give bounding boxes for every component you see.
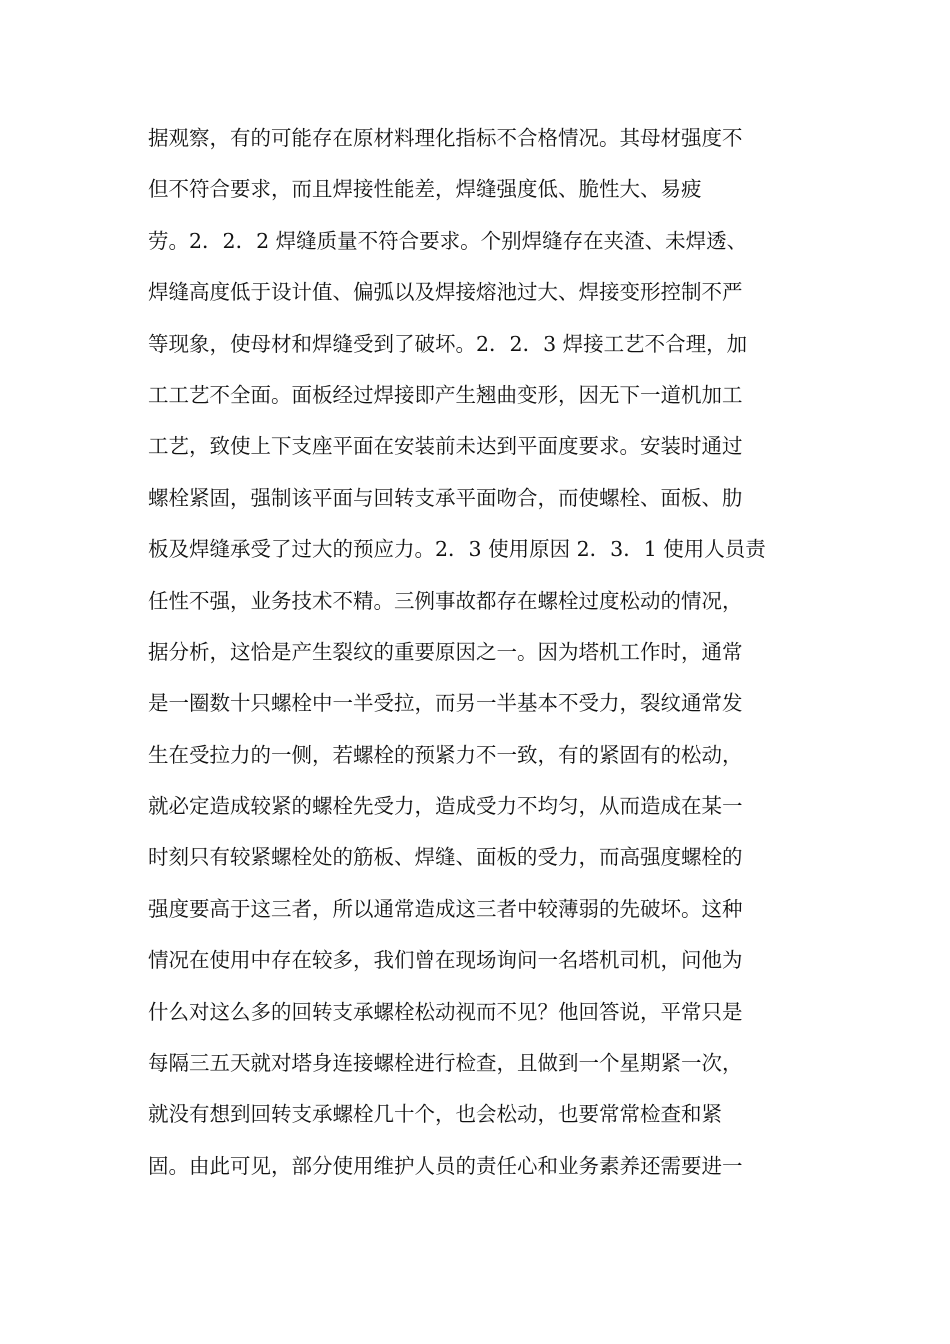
text-line-13: 生在受拉力的一侧，若螺栓的预紧力不一致，有的紧固有的松动， <box>148 742 743 767</box>
text-line-20: 就没有想到回转支承螺栓几十个，也会松动，也要常常检查和紧 <box>148 1102 722 1127</box>
text-line-11: 据分析，这恰是产生裂纹的重要原因之一。因为塔机工作时，通常 <box>148 639 743 664</box>
text-line-9: 板及焊缝承受了过大的预应力。2．3 使用原因 2．3．1 使用人员责 <box>148 537 766 562</box>
text-line-4: 焊缝高度低于设计值、偏弧以及焊接熔池过大、焊接变形控制不严 <box>148 280 743 305</box>
body-text <box>148 116 808 1195</box>
text-line-6: 工工艺不全面。面板经过焊接即产生翘曲变形，因无下一道机加工 <box>148 382 743 407</box>
text-line-12: 是一圈数十只螺栓中一半受拉，而另一半基本不受力，裂纹通常发 <box>148 691 743 716</box>
text-line-5: 等现象，使母材和焊缝受到了破坏。2．2．3 焊接工艺不合理，加 <box>148 331 748 356</box>
text-line-15: 时刻只有较紧螺栓处的筋板、焊缝、面板的受力，而高强度螺栓的 <box>148 845 743 870</box>
text-line-2: 但不符合要求，而且焊接性能差，焊缝强度低、脆性大、易疲 <box>148 177 702 202</box>
text-line-1: 据观察，有的可能存在原材料理化指标不合格情况。其母材强度不 <box>148 126 743 150</box>
text-line-3: 劳。2．2．2 焊缝质量不符合要求。个别焊缝存在夹渣、未焊透、 <box>148 228 748 253</box>
text-line-10: 任性不强，业务技术不精。三例事故都存在螺栓过度松动的情况， <box>148 588 743 613</box>
text-line-16: 强度要高于这三者，所以通常造成这三者中较薄弱的先破坏。这种 <box>148 896 743 921</box>
text-line-17: 情况在使用中存在较多，我们曾在现场询问一名塔机司机，问他为 <box>148 948 743 973</box>
text-line-8: 螺栓紧固，强制该平面与回转支承平面吻合，而使螺栓、面板、肋 <box>148 485 743 510</box>
text-line-19: 每隔三五天就对塔身连接螺栓进行检查，且做到一个星期紧一次， <box>148 1051 743 1076</box>
text-line-18: 什么对这么多的回转支承螺栓松动视而不见？他回答说，平常只是 <box>148 999 743 1024</box>
text-line-14: 就必定造成较紧的螺栓先受力，造成受力不均匀，从而造成在某一 <box>148 794 743 819</box>
text-line-21: 固。由此可见，部分使用维护人员的责任心和业务素养还需要进一 <box>148 1153 743 1178</box>
text-line-7: 工艺，致使上下支座平面在安装前未达到平面度要求。安装时通过 <box>148 434 743 459</box>
